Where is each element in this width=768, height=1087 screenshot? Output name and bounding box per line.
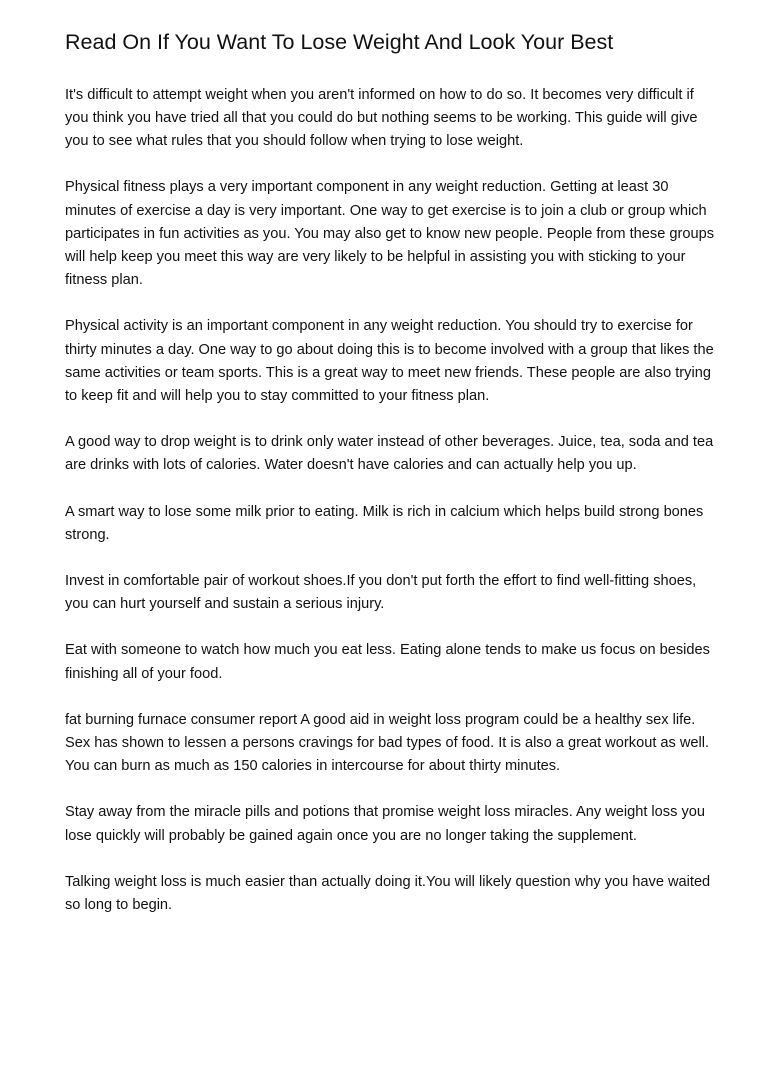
paragraph: A smart way to lose some milk prior to eating. Milk is rich in calcium which helps build strong bones strong. (65, 503, 704, 543)
paragraph: Physical fitness plays a very important component in any weight reduction. Getting at least 30 minutes of exercise a day is very important. One way to get exercise is to join a club or group which participates in fun activities as you. You may also get to know new people. People from these groups will help keep you meet this way are very likely to be helpful in assisting you with sticking to your fitness plan. (65, 179, 714, 289)
document-title: Read On If You Want To Lose Weight And Look Your Best (65, 30, 614, 54)
paragraph: Invest in comfortable pair of workout shoes.If you don't put forth the effort to find well-fitting shoes, you can hurt yourself and sustain a serious injury. (65, 573, 697, 613)
paragraph: Eat with someone to watch how much you eat less. Eating alone tends to make us focus on besides finishing all of your food. (65, 642, 710, 682)
paragraph: It's difficult to attempt weight when you aren't informed on how to do so. It becomes very difficult if you think you have tried all that you could do but nothing seems to be working. This guide will give you to see what rules that you should follow when trying to lose weight. (65, 86, 698, 150)
paragraph: Stay away from the miracle pills and potions that promise weight loss miracles. Any weight loss you lose quickly will probably be gained again once you are no longer taking the supplement. (65, 804, 705, 844)
paragraph: Talking weight loss is much easier than actually doing it.You will likely question why you have waited so long to begin. (65, 873, 711, 914)
document-page (65, 30, 715, 940)
paragraph: Physical activity is an important component in any weight reduction. You should try to exercise for thirty minutes a day. One way to go about doing this is to become involved with a group that likes the same activities or team sports. This is a great way to meet new friends. These people are also trying to keep fit and will help you to stay committed to your fitness plan. (65, 318, 714, 405)
paragraph: fat burning furnace consumer report A good aid in weight loss program could be a healthy sex life. Sex has shown to lessen a persons cravings for bad types of food. It is also a great workout as well. You can burn as much as 150 calories in intercourse for about thirty minutes. (65, 711, 710, 775)
paragraph: A good way to drop weight is to drink only water instead of other beverages. Juice, tea, soda and tea are drinks with lots of calories. Water doesn't have calories and can actually help you up. (65, 434, 714, 474)
